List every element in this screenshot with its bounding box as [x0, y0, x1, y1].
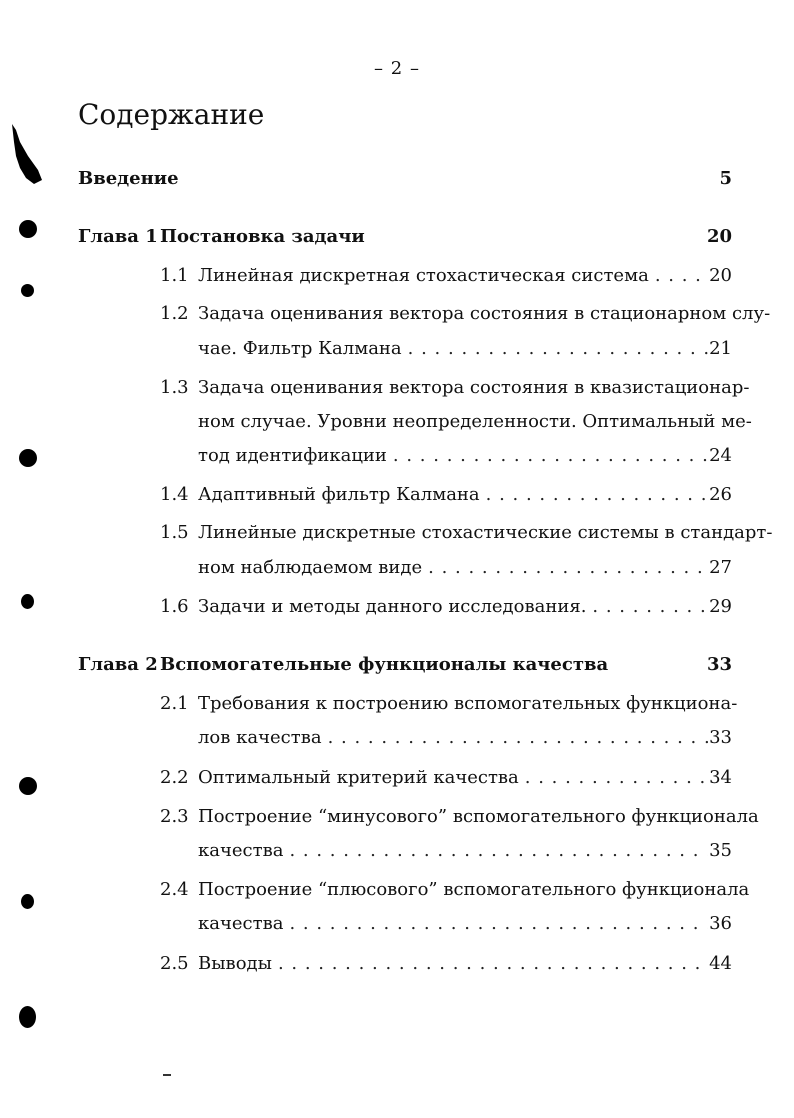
- section-page: 33: [709, 727, 732, 748]
- section-title: Задачи и методы данного исследования.: [198, 596, 587, 617]
- toc-entry: [198, 445, 732, 466]
- dot-leader: [592, 596, 708, 617]
- chapter-title: Вспомогательные функционалы качества: [160, 654, 609, 675]
- dot-leader: [393, 445, 708, 466]
- toc-entry: [198, 767, 732, 788]
- dot-leader: [408, 338, 708, 359]
- dot-leader: [289, 840, 708, 861]
- section-number: 2.2: [160, 767, 189, 788]
- toc-intro-label: Введение: [78, 168, 179, 189]
- dot-leader: [328, 727, 708, 748]
- section-number: 1.1: [160, 265, 189, 286]
- section-number: 2.5: [160, 953, 189, 974]
- toc-entry: [198, 596, 732, 617]
- toc-intro-page: 5: [719, 168, 732, 189]
- dot-leader: [525, 767, 708, 788]
- section-title: ном наблюдаемом виде: [198, 557, 423, 578]
- toc-entry: [198, 727, 732, 748]
- punch-hole: [19, 449, 37, 467]
- section-title-line: Задача оценивания вектора состояния в квазистационар-: [198, 377, 750, 398]
- dot-leader: [289, 913, 708, 934]
- punch-hole: [19, 777, 37, 795]
- toc-entry: [198, 265, 732, 286]
- section-number: 1.5: [160, 522, 189, 543]
- toc-entry: [198, 913, 732, 934]
- section-page: 24: [709, 445, 732, 466]
- section-page: 29: [709, 596, 732, 617]
- section-number: 2.4: [160, 879, 189, 900]
- chapter-page: 33: [706, 654, 732, 675]
- section-number: 2.1: [160, 693, 189, 714]
- section-title: качества: [198, 913, 284, 934]
- section-title: Оптимальный критерий качества: [198, 767, 519, 788]
- toc-title: Содержание: [78, 98, 265, 131]
- punch-hole: [21, 594, 34, 609]
- dot-leader: [655, 265, 708, 286]
- scan-smudge: [6, 122, 46, 186]
- toc-entry: [198, 557, 732, 578]
- section-number: 1.2: [160, 303, 189, 324]
- punch-hole: [19, 1006, 36, 1028]
- chapter-label: Глава 1: [78, 226, 158, 247]
- section-number: 1.3: [160, 377, 189, 398]
- punch-hole: [19, 220, 37, 238]
- section-title-line: Построение “минусового” вспомогательного функционала: [198, 806, 759, 827]
- section-page: 35: [709, 840, 732, 861]
- section-page: 44: [709, 953, 732, 974]
- toc-entry: [198, 953, 732, 974]
- dot-leader: [278, 953, 708, 974]
- section-title-line: Построение “плюсового” вспомогательного функционала: [198, 879, 750, 900]
- page-number: – 2 –: [374, 58, 420, 79]
- section-title-line: ном случае. Уровни неопределенности. Оптимальный ме-: [198, 411, 752, 432]
- section-title-line: Линейные дискретные стохастические системы в стандарт-: [198, 522, 773, 543]
- toc-entry: [198, 840, 732, 861]
- section-title: Адаптивный фильтр Калмана: [198, 484, 480, 505]
- section-page: 20: [709, 265, 732, 286]
- section-number: 1.6: [160, 596, 189, 617]
- dot-leader: [486, 484, 708, 505]
- section-page: 36: [709, 913, 732, 934]
- chapter-page: 20: [706, 226, 732, 247]
- section-number: 2.3: [160, 806, 189, 827]
- toc-entry: [198, 484, 732, 505]
- section-page: 26: [709, 484, 732, 505]
- punch-hole: [21, 284, 34, 297]
- section-title: лов качества: [198, 727, 322, 748]
- section-title: Линейная дискретная стохастическая система: [198, 265, 649, 286]
- section-page: 21: [709, 338, 732, 359]
- section-title: Выводы: [198, 953, 272, 974]
- dot-leader: [428, 557, 708, 578]
- section-title-line: Задача оценивания вектора состояния в стационарном слу-: [198, 303, 771, 324]
- toc-entry: [198, 338, 732, 359]
- chapter-label: Глава 2: [78, 654, 158, 675]
- punch-hole: [21, 894, 34, 909]
- chapter-title: Постановка задачи: [160, 226, 365, 247]
- section-title: чае. Фильтр Калмана: [198, 338, 402, 359]
- section-page: 34: [709, 767, 732, 788]
- section-number: 1.4: [160, 484, 189, 505]
- section-page: 27: [709, 557, 732, 578]
- section-title: тод идентификации: [198, 445, 387, 466]
- section-title-line: Требования к построению вспомогательных функциона-: [198, 693, 738, 714]
- section-title: качества: [198, 840, 284, 861]
- scan-mark: [163, 1074, 171, 1076]
